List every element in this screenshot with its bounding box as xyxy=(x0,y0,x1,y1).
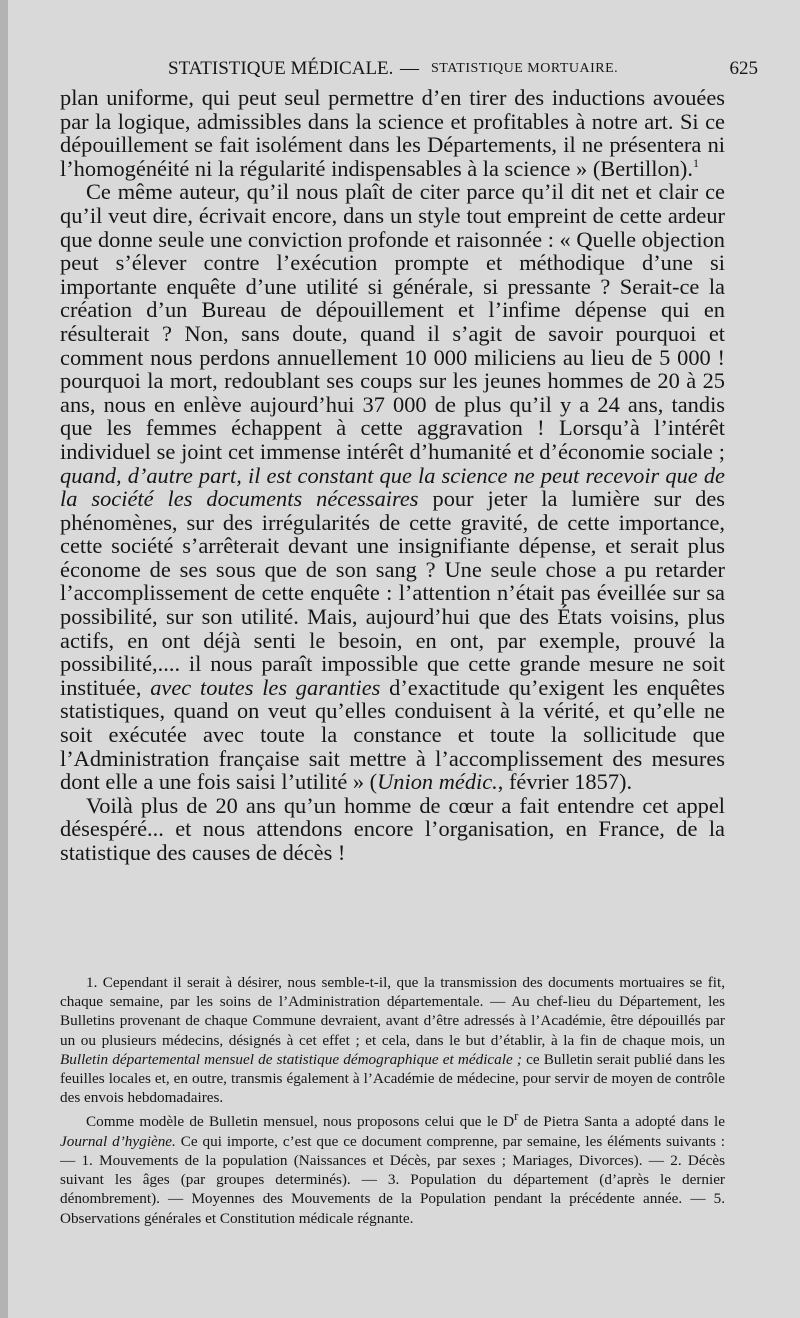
paragraph-1 xyxy=(60,86,725,180)
paragraph-2-italic-3: Union médic. xyxy=(377,769,498,795)
book-page xyxy=(8,0,800,1318)
page-number: 625 xyxy=(729,58,758,79)
header-subtitle: STATISTIQUE MORTUAIRE. xyxy=(431,61,619,76)
footnote-2 xyxy=(60,1107,725,1227)
footnote-1-text-b: ce Bulletin serait publié dans les feuilles locales et, en outre, transmis également à l’Académie de médecine, pour servir de moyen de contrôle des envois hebdomadaires. xyxy=(60,1050,726,1107)
paragraph-2-text-d: , février 1857). xyxy=(497,769,633,795)
paragraph-2 xyxy=(60,180,725,793)
footnote-ref: 1 xyxy=(692,155,699,170)
footnote-2-text-a: Comme modèle de Bulletin mensuel, nous proposons celui que le D xyxy=(86,1113,515,1131)
header-dash: — xyxy=(400,58,419,79)
main-text xyxy=(60,86,725,865)
footnote-2-sup: r xyxy=(514,1109,519,1124)
paragraph-2-italic-1: quand, d’autre part, il est constant que la science ne peut recevoir que de la société les documents nécessaires xyxy=(60,462,725,512)
paragraph-1-text: plan uniforme, qui peut seul permettre d’en tirer des inductions avouées par la logique, admissibles dans la science et profitables à notre art. Si ce dépouillement se fait isolément dans les Départements, il ne présentera ni l’homogénéité ni la régularité indispensables à la science » (Bertillon). xyxy=(60,85,725,181)
running-header xyxy=(168,58,758,84)
paragraph-2-text-c: d’exactitude qu’exigent les enquêtes statistiques, quand on veut qu’elles conduisent à la vérité, et qu’elle ne soit exécutée avec toute la constance et toute la sollicitude que l’Administration française sait mettre à l’accomplissement des mesures dont elle a une fois saisi l’utilité » ( xyxy=(60,674,725,795)
footnotes xyxy=(60,973,725,1228)
paragraph-2-italic-2: avec toutes les garanties xyxy=(150,674,381,700)
paragraph-2-text-b: pour jeter la lumière sur des phénomènes, sur des irrégularités de cette gravité, de cette importance, cette société s’arrêterait devant une insignifiante dépense, et serait plus économe de ses sous que de son sang ? Une seule chose a pu retarder l’accomplissement de cette enquête : l’attention n’était pas éveillée sur sa possibilité, sur son utilité. Mais, aujourd’hui que des États voisins, plus actifs, en ont déjà senti le besoin, en ont, par exemple, prouvé la possibilité,.... il nous paraît impossible que cette grande mesure ne soit instituée, xyxy=(60,486,725,700)
paragraph-3: Voilà plus de 20 ans qu’un homme de cœur a fait entendre cet appel désespéré... et nous attendons encore l’organisation, en France, de la statistique des causes de décès ! xyxy=(60,792,725,865)
footnote-2-text-c: Ce qui importe, c’est que ce document comprenne, par semaine, les éléments suivants : — 1. Mouvements de la population (Naissances et Décès, par sexes ; Mariages, Divorces). — 2. Décès suivant les âges (par groupes determinés). — 3. Population du département (d’après le dernier dénombrement). — Moyennes des Mouvements de la Population pendant la précédente année. — 5. Observations générales et Constitution médicale régnante. xyxy=(60,1132,726,1227)
paragraph-2-text-a: Ce même auteur, qu’il nous plaît de citer parce qu’il dit net et clair ce qu’il veut dire, écrivait encore, dans un style tout empreint de cette ardeur que donne seule une conviction profonde et raisonnée : « Quelle objection peut s’élever contre l’exécution prompte et méthodique d’une si importante enquête d’une utilité si générale, si pressante ? Serait-ce la création d’un Bureau de dépouillement et l’infime dépense qui en résulterait ? Non, sans doute, quand il s’agit de savoir pourquoi et comment nous perdons annuellement 10 000 miliciens au lieu de 5 000 ! pourquoi la mort, redoublant ses coups sur les jeunes hommes de 20 à 25 ans, nous en enlève aujourd’hui 37 000 de plus qu’il y a 24 ans, tandis que les femmes échappent à cette aggravation ! Lorsqu’à l’intérêt individuel se joint cet immense intérêt d’humanité et d’économie sociale ; xyxy=(60,179,725,464)
footnote-2-italic: Journal d’hygiène. xyxy=(60,1132,176,1150)
header-title: STATISTIQUE MÉDICALE. xyxy=(168,58,394,79)
footnote-1 xyxy=(60,973,725,1107)
footnote-2-text-b: de Pietra Santa a adopté dans le xyxy=(523,1113,725,1131)
footnote-1-text-a: 1. Cependant il serait à désirer, nous semble-t-il, que la transmission des documents mortuaires se fit, chaque semaine, par les soins de l’Administration départementale. — Au chef-lieu du Département, les Bulletins provenant de chaque Commune devraient, avant d’être adressés à l’Académie, être dépouillés par un ou plusieurs médecins, désignés à cet effet ; et cela, dans le but d’établir, à la fin de chaque mois, un xyxy=(60,974,725,1049)
footnote-1-italic: Bulletin départemental mensuel de statistique démographique et médicale ; xyxy=(60,1050,522,1068)
